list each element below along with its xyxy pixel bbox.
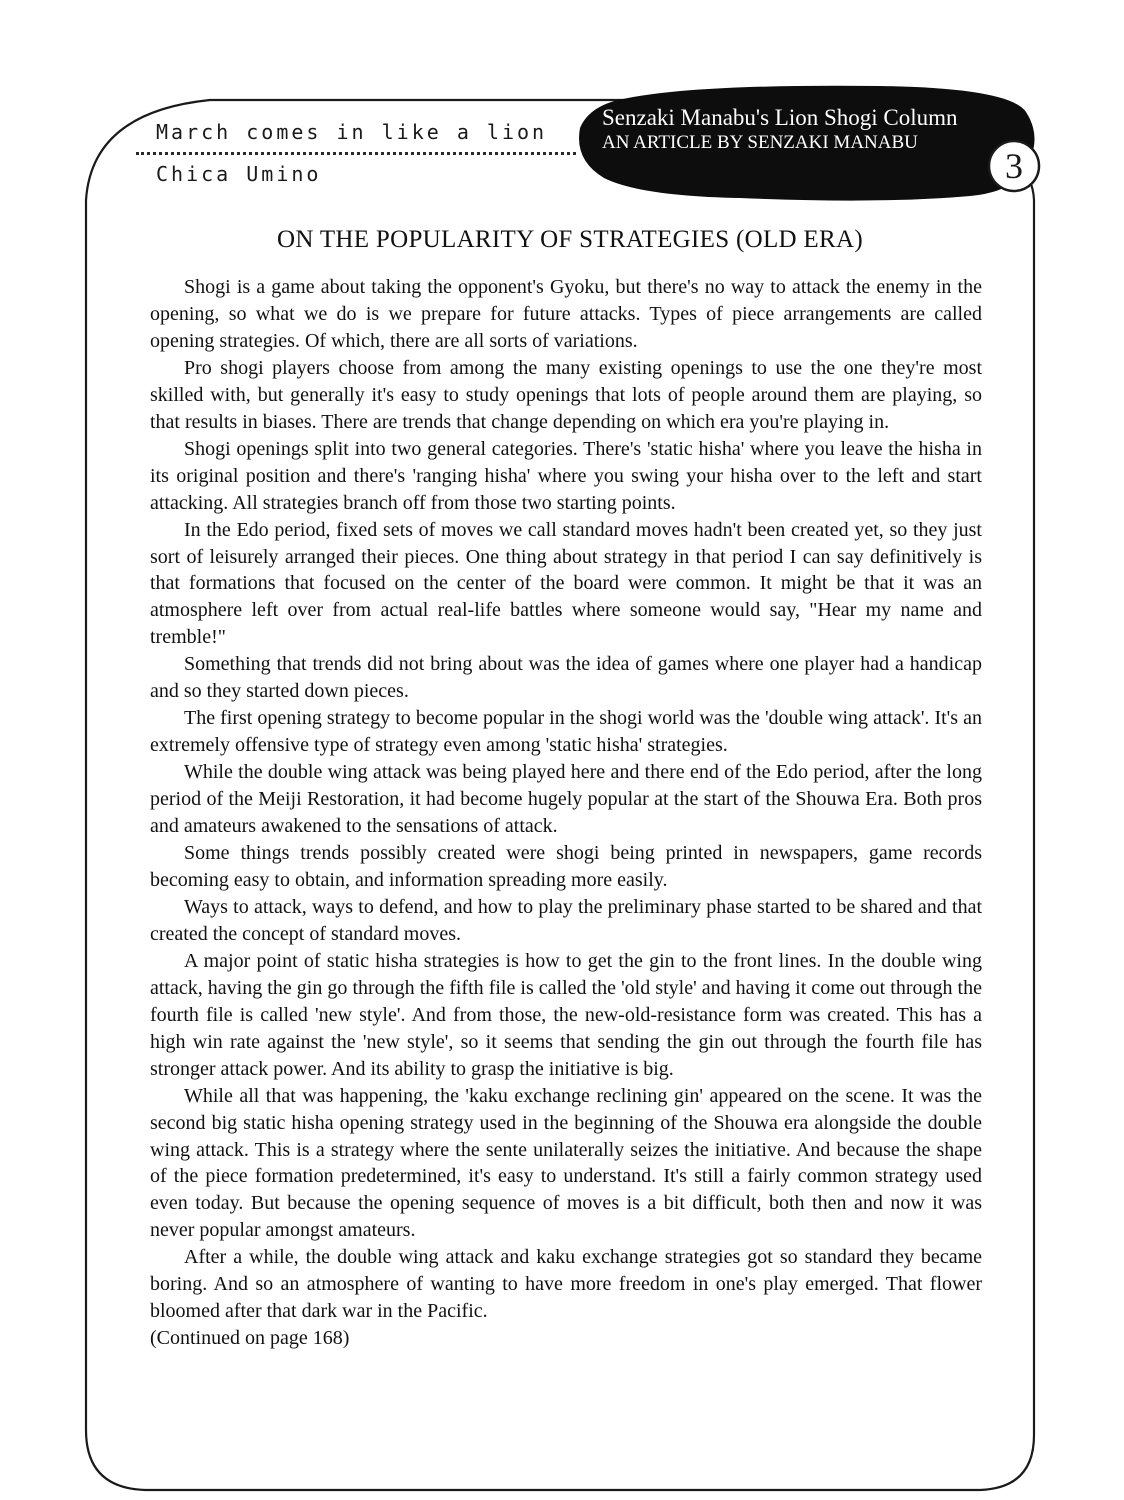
series-title: March comes in like a lion [156, 120, 548, 144]
article-paragraph: Ways to attack, ways to defend, and how to play the preliminary phase started to be shared and that created the concept of standard moves. [150, 895, 982, 945]
article-body [150, 274, 982, 1352]
article-paragraph: A major point of static hisha strategies is how to get the gin to the front lines. In the double wing attack, having the gin go through the fifth file is called the 'old style' and having it come out through the fourth file is called 'new style'. And from those, the new-old-resistance form was created. This has a high win rate against the 'new style', so it seems that sending the gin out through the fourth file has stronger attack power. And its ability to grasp the initiative is big. [150, 949, 982, 1080]
article-title: ON THE POPULARITY OF STRATEGIES (OLD ERA) [277, 226, 863, 253]
article-paragraph: While the double wing attack was being played here and there end of the Edo period, after the long period of the Meiji Restoration, it had become hugely popular at the start of the Shouwa Era. Both pros and amateurs awakened to the sensations of attack. [150, 761, 982, 838]
column-banner [602, 104, 1022, 154]
continued-note: (Continued on page 168) [150, 1327, 350, 1350]
column-title: Senzaki Manabu's Lion Shogi Column [602, 105, 958, 130]
article-paragraph: Shogi openings split into two general categories. There's 'static hisha' where you leave the hisha in its original position and there's 'ranging hisha' where you swing your hisha over to the left and start attacking. All strategies branch off from those two starting points. [150, 437, 982, 514]
article-paragraph: Something that trends did not bring about was the idea of games where one player had a handicap and so they started down pieces. [150, 653, 982, 703]
issue-number: 3 [1005, 146, 1023, 186]
article-paragraph: After a while, the double wing attack and kaku exchange strategies got so standard they became boring. And so an atmosphere of wanting to have more freedom in one's play emerged. That flower bloomed after that dark war in the Pacific. [150, 1246, 982, 1323]
article-paragraph: Pro shogi players choose from among the many existing openings to use the one they're most skilled with, but generally it's easy to study openings that lots of people around them are playing, so that results in biases. There are trends that change depending on which era you're playing in. [150, 356, 982, 433]
column-byline: AN ARTICLE BY SENZAKI MANABU [602, 132, 918, 153]
author-name: Chica Umino [156, 162, 322, 186]
article-paragraph: The first opening strategy to become popular in the shogi world was the 'double wing attack'. It's an extremely offensive type of strategy even among 'static hisha' strategies. [150, 707, 982, 757]
article-paragraph: In the Edo period, fixed sets of moves we call standard moves hadn't been created yet, so they just sort of leisurely arranged their pieces. One thing about strategy in that period I can say definitively is that formations that focused on the center of the board were common. It might be that it was an atmosphere left over from actual real-life battles where someone would say, "Hear my name and tremble!" [150, 518, 982, 649]
article-paragraph: While all that was happening, the 'kaku exchange reclining gin' appeared on the scene. It was the second big static hisha opening strategy used in the beginning of the Shouwa era alongside the double wing attack. This is a strategy where the sente unilaterally seizes the initiative. And because the shape of the piece formation predetermined, it's easy to understand. It's still a fairly common strategy used even today. But because the opening sequence of moves is a bit difficult, both then and now it was never popular amongst amateurs. [150, 1084, 982, 1242]
header-divider [136, 152, 576, 155]
article-paragraph: Shogi is a game about taking the opponent's Gyoku, but there's no way to attack the enemy in the opening, so what we do is we prepare for future attacks. Types of piece arrangements are called opening strategies. Of which, there are all sorts of variations. [150, 276, 982, 352]
article-paragraph: Some things trends possibly created were shogi being printed in newspapers, game records becoming easy to obtain, and information spreading more easily. [150, 842, 982, 891]
